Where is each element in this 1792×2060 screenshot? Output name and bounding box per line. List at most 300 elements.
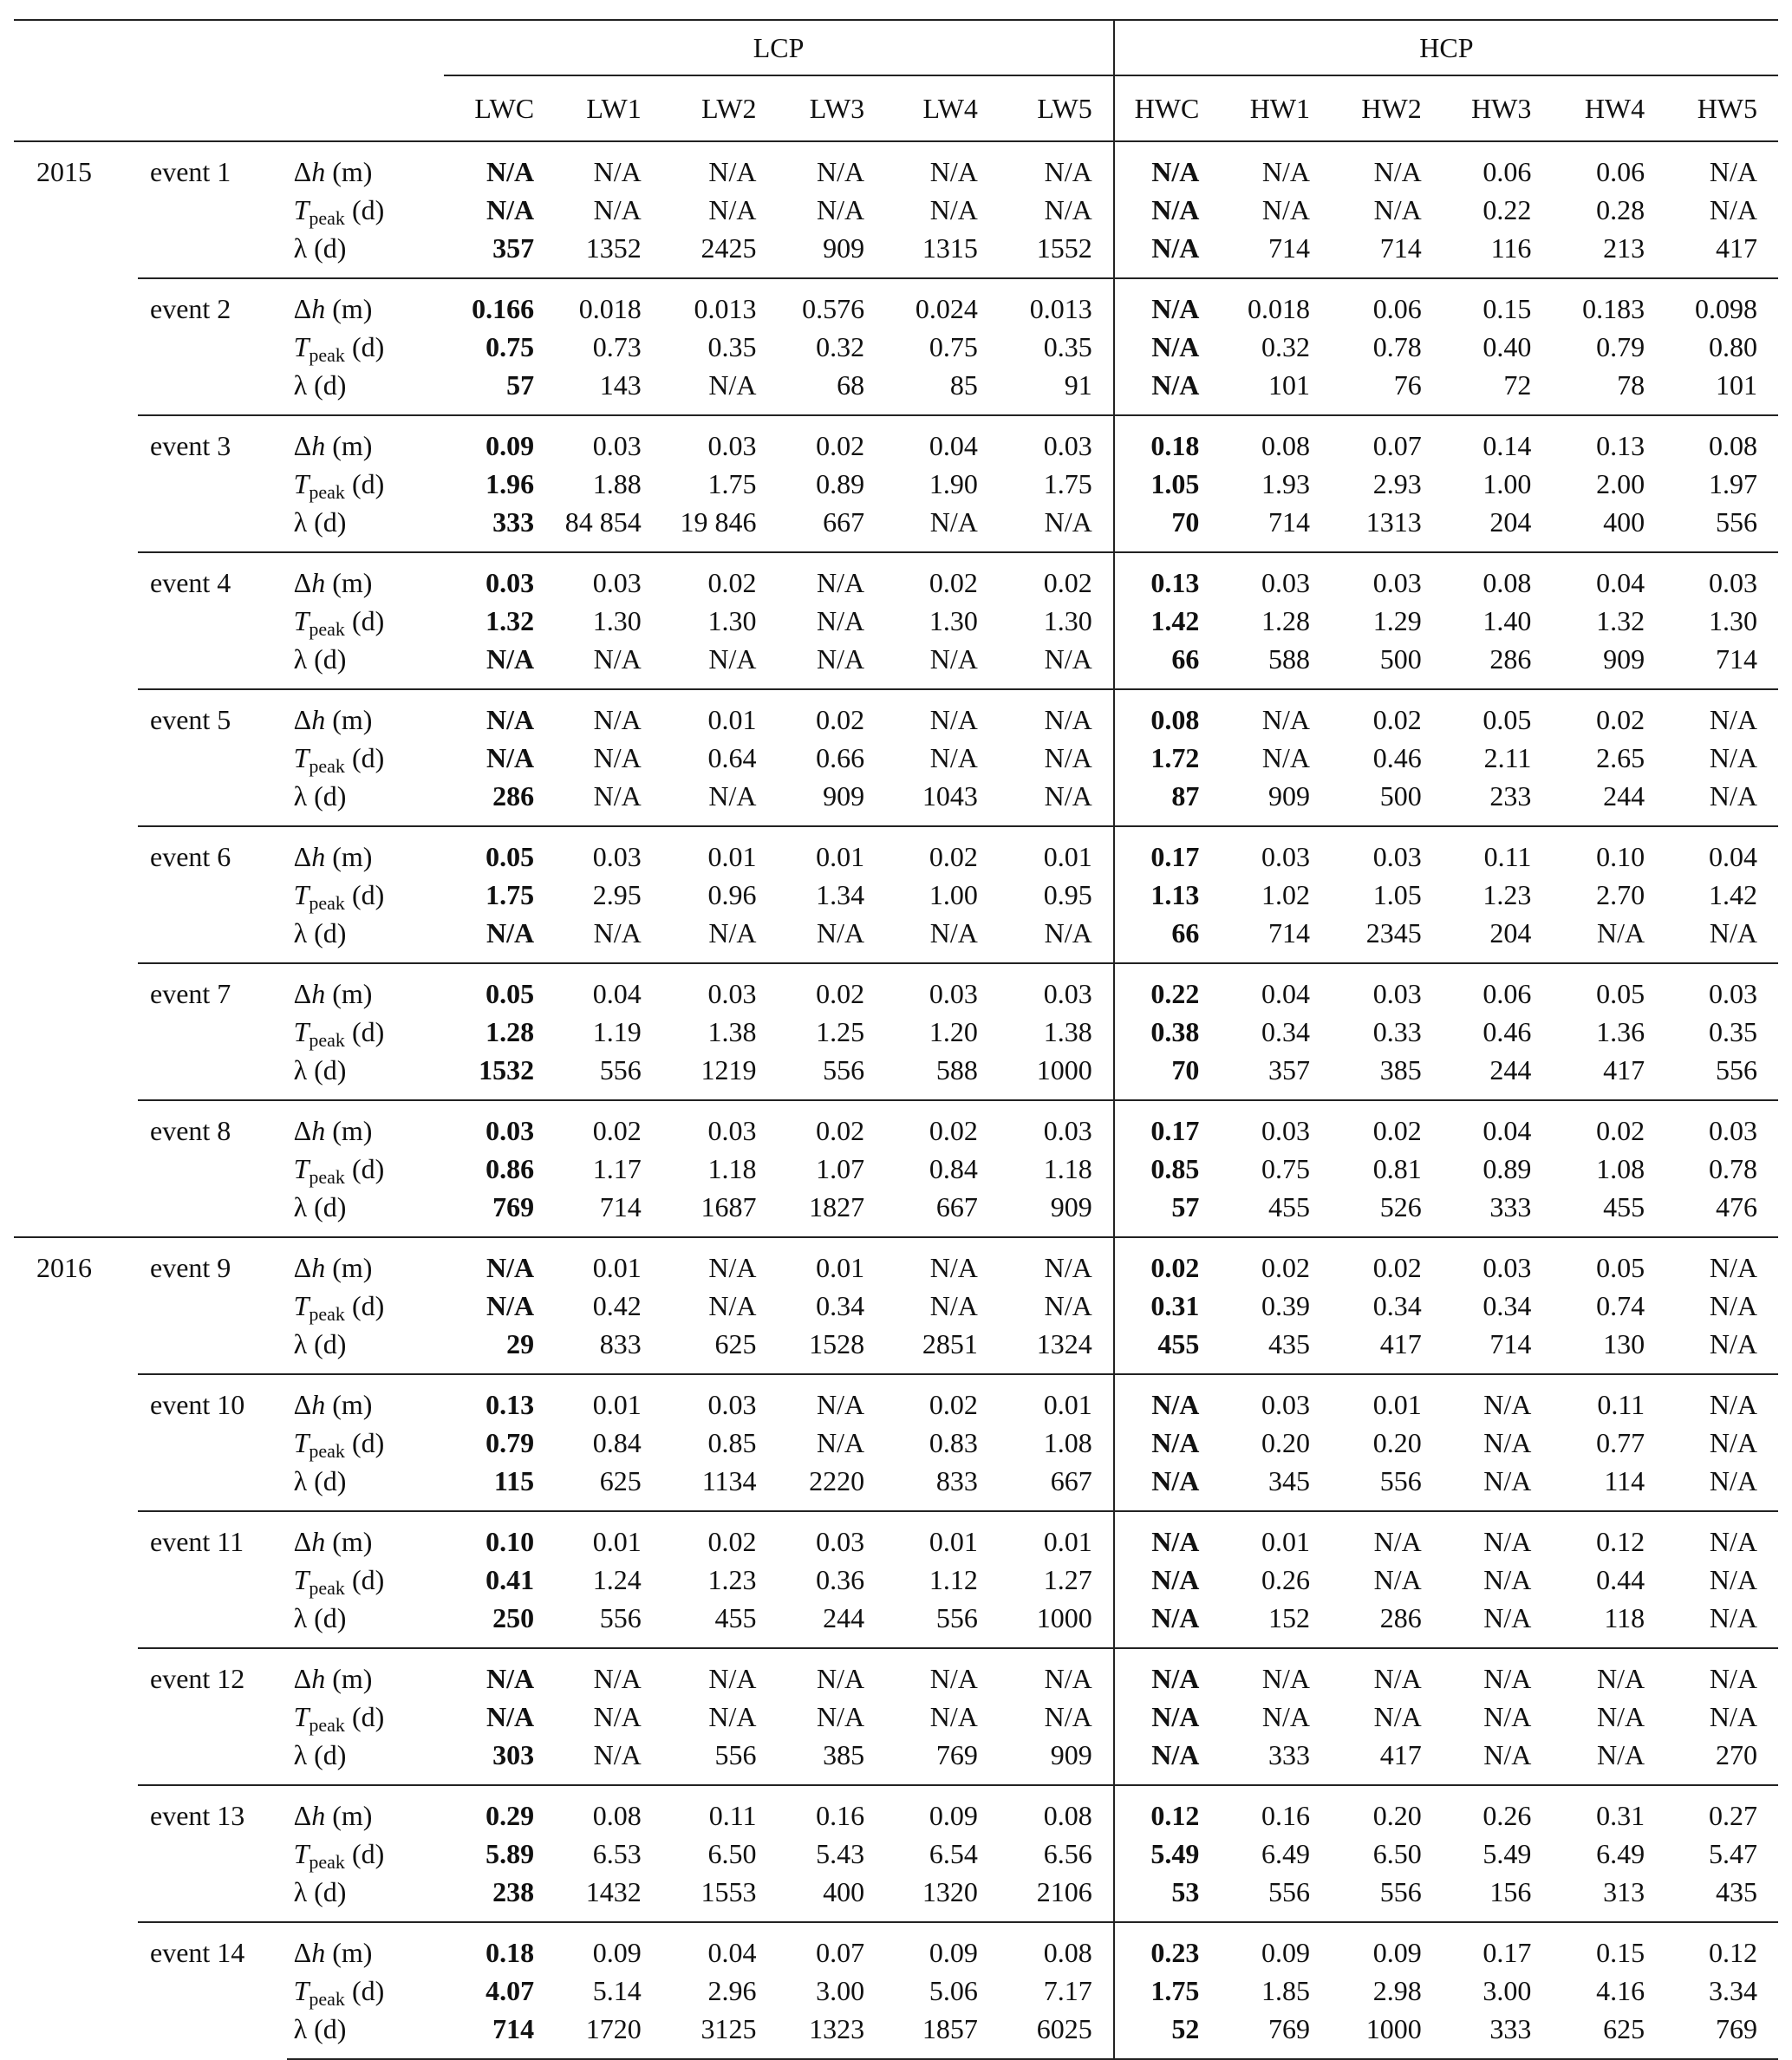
cell-hw5: 0.27	[1665, 1785, 1778, 1835]
cell-hw2: 500	[1379, 780, 1422, 812]
cell-hw2: N/A	[1373, 1564, 1422, 1595]
cell-lw4: 2851	[922, 1328, 978, 1359]
column-header-hw5: HW5	[1665, 75, 1778, 141]
cell-hw3: 204	[1489, 506, 1532, 538]
cell-lw3: 0.32	[816, 331, 865, 362]
cell-hw4: 130	[1603, 1328, 1645, 1359]
cell-lw4: 6.54	[929, 1838, 978, 1869]
cell-hw3: 0.26	[1443, 1785, 1553, 1835]
cell-hwc: N/A	[1114, 1736, 1221, 1785]
cell-hw2: 0.81	[1372, 1153, 1422, 1184]
cell-lw2: 1.75	[707, 468, 757, 499]
variable-label: $T_{peak}$ (d)	[293, 1564, 385, 1599]
cell-hwc: 57	[1114, 1188, 1221, 1237]
cell-hwc: 0.13	[1114, 552, 1221, 602]
cell-lw1: 0.84	[592, 1427, 642, 1458]
cell-lw4: N/A	[885, 1237, 999, 1287]
cell-lw3: N/A	[778, 552, 886, 602]
cell-lwc: 0.05	[444, 826, 555, 876]
cell-hw2: N/A	[1331, 1648, 1443, 1698]
cell-hw3: N/A	[1483, 1739, 1532, 1770]
cell-lwc: 0.03	[444, 552, 555, 602]
cell-lw2: N/A	[662, 1237, 778, 1287]
cell-lwc: 0.29	[444, 1785, 555, 1835]
cell-lw1: N/A	[593, 742, 642, 773]
cell-lw1: 0.02	[555, 1100, 662, 1150]
table-row	[14, 141, 1778, 191]
cell-lw2: 455	[714, 1602, 757, 1633]
cell-hwc: 0.08	[1114, 689, 1221, 739]
cell-hw2: 1313	[1365, 506, 1422, 538]
cell-hw1: 0.26	[1261, 1564, 1311, 1595]
cell-lw4: 0.09	[885, 1785, 999, 1835]
cell-hw1: 101	[1268, 369, 1311, 401]
cell-lw4: 1043	[922, 780, 978, 812]
cell-lwc: 0.75	[485, 331, 535, 362]
variable-label: $T_{peak}$ (d)	[293, 1153, 385, 1188]
cell-hwc: N/A	[1114, 366, 1221, 415]
cell-hw5: 417	[1716, 232, 1757, 264]
column-header-lw3: LW3	[778, 75, 886, 141]
cell-lw3: 0.66	[816, 742, 865, 773]
cell-lw1: 0.01	[555, 1511, 662, 1561]
cell-lw5: N/A	[1044, 506, 1092, 538]
cell-lwc: 303	[492, 1739, 535, 1770]
cell-hw2: 0.09	[1331, 1922, 1443, 1972]
cell-hw4: N/A	[1597, 917, 1645, 949]
cell-hw4: 0.10	[1552, 826, 1665, 876]
cell-lw2: N/A	[708, 156, 757, 187]
cell-hw5: N/A	[1709, 917, 1757, 949]
cell-hw5: N/A	[1665, 1237, 1778, 1287]
cell-hw4: 0.13	[1552, 415, 1665, 465]
table-row	[14, 1511, 1778, 1561]
cell-hw5: N/A	[1709, 1701, 1757, 1732]
cell-hw2: 6.50	[1372, 1838, 1422, 1869]
table-row	[14, 1648, 1778, 1698]
cell-lwc: 0.10	[444, 1511, 555, 1561]
cell-lw3: 68	[837, 369, 865, 401]
cell-hwc: 70	[1114, 503, 1221, 552]
cell-lw5: 6.56	[1043, 1838, 1092, 1869]
cell-hw2: 1000	[1331, 2010, 1443, 2059]
cell-lw5: 0.03	[999, 415, 1114, 465]
cell-lw5: 0.95	[1043, 879, 1092, 910]
cell-hw2: 417	[1379, 1328, 1422, 1359]
cell-lw3: 0.02	[778, 689, 886, 739]
cell-hw2: 0.02	[1331, 689, 1443, 739]
cell-hwc: 0.38	[1114, 1013, 1221, 1051]
cell-hw2: 2.93	[1372, 468, 1422, 499]
cell-lw5: 1552	[1036, 232, 1092, 264]
cell-lw5: 0.01	[999, 1374, 1114, 1424]
cell-hwc: 0.23	[1114, 1922, 1221, 1972]
cell-hw1: 357	[1268, 1054, 1311, 1085]
cell-hw3: 0.14	[1443, 415, 1553, 465]
cell-hw3: 0.17	[1443, 1922, 1553, 1972]
column-header-hw1: HW1	[1220, 75, 1331, 141]
cell-lw2: 2.96	[707, 1975, 757, 2006]
cell-lw1: 556	[599, 1054, 642, 1085]
cell-lwc: N/A	[486, 917, 535, 949]
variable-label: λ (d)	[293, 1739, 347, 1770]
cell-lw5: 1.75	[1043, 468, 1092, 499]
cell-lw4: N/A	[929, 194, 978, 225]
event-label: event 1	[150, 156, 231, 187]
variable-label: $T_{peak}$ (d)	[293, 605, 385, 640]
event-label: event 11	[138, 1511, 287, 1648]
cell-hwc: 1.13	[1114, 876, 1221, 914]
cell-lw5: 1324	[1036, 1328, 1092, 1359]
cell-hw3: 0.22	[1482, 194, 1532, 225]
cell-lw2: N/A	[708, 917, 757, 949]
cell-hw3: 0.11	[1443, 826, 1553, 876]
cell-hw2: 714	[1379, 232, 1422, 264]
cell-lw4: 0.02	[885, 1374, 999, 1424]
cell-lw1: N/A	[555, 689, 662, 739]
cell-hw3: N/A	[1483, 1427, 1532, 1458]
cell-lw3: 0.34	[816, 1290, 865, 1321]
cell-lw4: 0.024	[885, 278, 999, 328]
cell-hw1: N/A	[1261, 1701, 1311, 1732]
cell-lw4: 0.04	[885, 415, 999, 465]
cell-hw1: 0.03	[1220, 1374, 1331, 1424]
cell-hw3: 1.00	[1482, 468, 1532, 499]
cell-lw2: 0.96	[707, 879, 757, 910]
cell-lw2: 0.85	[707, 1427, 757, 1458]
cell-hw3: 1.23	[1482, 879, 1532, 910]
cell-hwc: 1.75	[1114, 1972, 1221, 2010]
cell-lw1: 714	[599, 1191, 642, 1222]
cell-lwc: N/A	[486, 1290, 535, 1321]
cell-lw5: 2106	[1036, 1876, 1092, 1907]
cell-hw5: 0.35	[1709, 1016, 1757, 1047]
cell-lw5: 0.08	[999, 1922, 1114, 1972]
cell-lwc: 769	[492, 1191, 535, 1222]
cell-lw2: 1.18	[707, 1153, 757, 1184]
column-header-hw4: HW4	[1552, 75, 1665, 141]
cell-hw1: 909	[1268, 780, 1311, 812]
cell-hwc: N/A	[1114, 191, 1221, 229]
cell-hw3: 0.06	[1482, 156, 1532, 187]
cell-hw5: 1.42	[1709, 879, 1757, 910]
cell-hw4: 0.04	[1552, 552, 1665, 602]
cell-lw4: N/A	[885, 689, 999, 739]
cell-hw1: 0.39	[1261, 1290, 1311, 1321]
cell-lw1: 0.01	[555, 1374, 662, 1424]
cell-hw3: 233	[1489, 780, 1532, 812]
cell-lw5: N/A	[1044, 780, 1092, 812]
cell-hw4: 1.08	[1596, 1153, 1645, 1184]
cell-hw3: 0.89	[1482, 1153, 1532, 1184]
cell-lw4: 0.02	[885, 1100, 999, 1150]
cell-lw4: 1.90	[929, 468, 978, 499]
cell-hwc: N/A	[1114, 229, 1221, 278]
cell-hw3: 0.04	[1443, 1100, 1553, 1150]
variable-label: λ (d)	[293, 1328, 347, 1359]
cell-hw4: 0.28	[1596, 194, 1645, 225]
cell-lw2: 0.02	[662, 552, 778, 602]
variable-label: λ (d)	[293, 1054, 347, 1085]
cell-hw2: 385	[1379, 1054, 1422, 1085]
cell-hw4: 4.16	[1596, 1975, 1645, 2006]
cell-lwc: 0.13	[444, 1374, 555, 1424]
cell-lw4: 0.09	[885, 1922, 999, 1972]
cell-hw4: 455	[1603, 1191, 1645, 1222]
variable-label: Δh (m)	[287, 1100, 445, 1150]
variable-label: λ (d)	[293, 232, 347, 264]
cell-lw3: 0.01	[778, 826, 886, 876]
cell-hw3: 244	[1489, 1054, 1532, 1085]
cell-hwc: 0.17	[1114, 826, 1221, 876]
cell-hw4: 0.74	[1596, 1290, 1645, 1321]
cell-hw4: 6.49	[1596, 1838, 1645, 1869]
cell-lw3: 909	[823, 780, 865, 812]
cell-hw1: 1.93	[1261, 468, 1311, 499]
cell-lw4: N/A	[885, 1648, 999, 1698]
cell-lw2: 1219	[701, 1054, 757, 1085]
cell-lw5: 1.18	[1043, 1153, 1092, 1184]
cell-lw5: N/A	[1044, 917, 1092, 949]
cell-hw1: N/A	[1261, 742, 1311, 773]
cell-hw1: 0.018	[1220, 278, 1331, 328]
cell-hw3: 72	[1503, 369, 1532, 401]
cell-lwc: 0.03	[444, 1100, 555, 1150]
table-row	[14, 689, 1778, 739]
variable-label: Δh (m)	[293, 156, 373, 187]
column-header-lw1: LW1	[555, 75, 662, 141]
variable-label: λ (d)	[293, 917, 347, 949]
cell-lw3: 0.89	[816, 468, 865, 499]
cell-hw4: 0.05	[1552, 963, 1665, 1013]
cell-hw1: 0.01	[1220, 1511, 1331, 1561]
cell-hw5: N/A	[1665, 1648, 1778, 1698]
cell-hw5: N/A	[1709, 194, 1757, 225]
cell-lw3: 0.576	[778, 278, 886, 328]
cell-lwc: 1.75	[485, 879, 535, 910]
cell-lw2: 2425	[701, 232, 757, 264]
cell-hw4: 0.12	[1552, 1511, 1665, 1561]
cell-lwc: 29	[506, 1328, 535, 1359]
cell-hw1: 0.09	[1220, 1922, 1331, 1972]
cell-hw1: 333	[1268, 1739, 1311, 1770]
cell-hw4: 244	[1603, 780, 1645, 812]
cell-lw4: 667	[935, 1191, 978, 1222]
cell-lwc: N/A	[486, 742, 535, 773]
variable-label: Δh (m)	[287, 552, 445, 602]
cell-lw2: N/A	[708, 369, 757, 401]
cell-lw3: 1.25	[816, 1016, 865, 1047]
cell-hw5: 556	[1716, 1054, 1757, 1085]
cell-hw1: 769	[1220, 2010, 1331, 2059]
cell-lw3: N/A	[817, 156, 865, 187]
year-label: 2016	[14, 1237, 138, 2059]
column-header-lw2: LW2	[662, 75, 778, 141]
cell-hw1: 0.34	[1261, 1016, 1311, 1047]
variable-label: Δh (m)	[287, 1237, 445, 1287]
cell-hw2: 0.20	[1372, 1427, 1422, 1458]
cell-hw4: N/A	[1597, 1701, 1645, 1732]
cell-hw1: 714	[1268, 506, 1311, 538]
cell-hw5: 556	[1716, 506, 1757, 538]
column-header-lw5: LW5	[999, 75, 1114, 141]
cell-lw3: 0.03	[778, 1511, 886, 1561]
cell-lw4: 0.75	[929, 331, 978, 362]
cell-lw3: 0.01	[778, 1237, 886, 1287]
variable-label: Δh (m)	[287, 415, 445, 465]
cell-lwc: N/A	[486, 156, 535, 187]
cell-hw2: 1.05	[1372, 879, 1422, 910]
cell-hw3: 0.06	[1443, 963, 1553, 1013]
cell-hwc: 0.85	[1114, 1150, 1221, 1188]
cell-hwc: 0.17	[1114, 1100, 1221, 1150]
cell-lwc: 57	[506, 369, 535, 401]
event-label: event 2	[138, 278, 287, 415]
cell-hw5: N/A	[1709, 156, 1757, 187]
cell-hw1: 588	[1268, 643, 1311, 675]
cell-lwc: 1.32	[485, 605, 535, 636]
cell-hw1: 455	[1268, 1191, 1311, 1222]
cell-hw5: 0.12	[1665, 1922, 1778, 1972]
cell-lw3: N/A	[817, 1701, 865, 1732]
cell-lw5: 0.01	[999, 1511, 1114, 1561]
cell-hw5: 0.03	[1665, 1100, 1778, 1150]
cell-lw2: N/A	[708, 643, 757, 675]
column-header-lwc: LWC	[444, 75, 555, 141]
cell-hw4: 2.70	[1596, 879, 1645, 910]
cell-lw4: 85	[949, 369, 978, 401]
cell-hw1: 345	[1268, 1465, 1311, 1496]
cell-lw4: 833	[935, 1465, 978, 1496]
cell-lw1: 1.19	[592, 1016, 642, 1047]
cell-hw3: N/A	[1483, 1701, 1532, 1732]
cell-lw3: N/A	[817, 917, 865, 949]
cell-hw1: 714	[1268, 232, 1311, 264]
cell-lwc: 1.96	[485, 468, 535, 499]
table-row	[14, 1374, 1778, 1424]
cell-hw4: 0.11	[1552, 1374, 1665, 1424]
cell-lw3: 1323	[778, 2010, 886, 2059]
cell-lw1: 625	[599, 1465, 642, 1496]
cell-hw4: N/A	[1597, 1739, 1645, 1770]
cell-lw2: N/A	[662, 1648, 778, 1698]
cell-hw5: N/A	[1709, 1427, 1757, 1458]
variable-label: Δh (m)	[287, 689, 445, 739]
event-label: event 5	[138, 689, 287, 826]
cell-lw2: N/A	[708, 194, 757, 225]
cell-lw2: 0.03	[662, 1100, 778, 1150]
cell-lwc: 0.166	[444, 278, 555, 328]
cell-hw4: 0.183	[1552, 278, 1665, 328]
cell-lw3: 385	[823, 1739, 865, 1770]
cell-hw2: 286	[1379, 1602, 1422, 1633]
cell-hw2: 500	[1379, 643, 1422, 675]
cell-hwc: 1.72	[1114, 739, 1221, 777]
event-label: event 13	[138, 1785, 287, 1922]
cell-lw1: 0.03	[555, 415, 662, 465]
cell-hw1: 0.03	[1220, 826, 1331, 876]
variable-label: λ (d)	[293, 1876, 347, 1907]
cell-lwc: 0.18	[444, 1922, 555, 1972]
cell-lw2: 0.03	[662, 415, 778, 465]
column-header-hw2: HW2	[1331, 75, 1443, 141]
cell-hw1: 435	[1268, 1328, 1311, 1359]
cell-hw1: 1.85	[1261, 1975, 1311, 2006]
event-label: event 9	[138, 1237, 287, 1374]
cell-lw4: N/A	[929, 917, 978, 949]
table-row	[14, 552, 1778, 602]
cell-lw5: 0.35	[1043, 331, 1092, 362]
cell-hwc: 0.22	[1114, 963, 1221, 1013]
cell-lw1: 1720	[555, 2010, 662, 2059]
cell-hw4: N/A	[1552, 1648, 1665, 1698]
cell-lw3: N/A	[817, 194, 865, 225]
cell-lw4: N/A	[929, 643, 978, 675]
cell-lw5: N/A	[999, 1648, 1114, 1698]
group-header-lcp: LCP	[444, 20, 1113, 75]
cell-lw1: 5.14	[592, 1975, 642, 2006]
cell-hw4: 0.06	[1596, 156, 1645, 187]
cell-hw2: 0.33	[1372, 1016, 1422, 1047]
cell-lw1: N/A	[593, 917, 642, 949]
table-row	[14, 415, 1778, 465]
cell-hw5: 1.30	[1709, 605, 1757, 636]
variable-label: $T_{peak}$ (d)	[293, 1975, 385, 2010]
cell-hw3: 1.40	[1482, 605, 1532, 636]
cell-lw5: N/A	[999, 1237, 1114, 1287]
cell-lw3: 244	[823, 1602, 865, 1633]
cell-hwc: N/A	[1114, 1462, 1221, 1511]
cell-hw1: 0.08	[1220, 415, 1331, 465]
cell-lw5: 1.30	[1043, 605, 1092, 636]
cell-hw2: 0.34	[1372, 1290, 1422, 1321]
cell-hwc: 66	[1114, 640, 1221, 689]
table-row	[14, 1100, 1778, 1150]
cell-hw3: N/A	[1443, 1511, 1553, 1561]
cell-lw1: 0.09	[555, 1922, 662, 1972]
column-header-hwc: HWC	[1114, 75, 1221, 141]
event-label: event 4	[138, 552, 287, 689]
cell-hwc: N/A	[1114, 328, 1221, 366]
cell-lw3: N/A	[778, 1374, 886, 1424]
cell-lw4: N/A	[929, 156, 978, 187]
cell-lw3: 0.16	[778, 1785, 886, 1835]
cell-lwc: 0.79	[485, 1427, 535, 1458]
cell-lw5: 1.08	[1043, 1427, 1092, 1458]
cell-hw1: 556	[1268, 1876, 1311, 1907]
variable-label: λ (d)	[293, 780, 347, 812]
cell-hw5: 270	[1716, 1739, 1757, 1770]
cell-hw5: 0.03	[1665, 552, 1778, 602]
variable-label: Δh (m)	[287, 826, 445, 876]
cell-hwc: 0.02	[1114, 1237, 1221, 1287]
cell-lw4: N/A	[929, 1701, 978, 1732]
event-label: event 8	[138, 1100, 287, 1237]
cell-lw1: N/A	[555, 1648, 662, 1698]
event-label: event 10	[138, 1374, 287, 1511]
cell-hwc: N/A	[1114, 1424, 1221, 1462]
cell-hwc: N/A	[1114, 1561, 1221, 1599]
cell-lw2: 625	[714, 1328, 757, 1359]
cell-lw4: N/A	[929, 506, 978, 538]
cell-lw1: 0.018	[555, 278, 662, 328]
cell-lw3: N/A	[817, 605, 865, 636]
cell-hw5: N/A	[1709, 1602, 1757, 1633]
cell-lw1: N/A	[593, 780, 642, 812]
variable-label: $T_{peak}$ (d)	[293, 1016, 385, 1051]
cell-hwc: 66	[1114, 914, 1221, 963]
cell-lw1: 0.01	[555, 1237, 662, 1287]
